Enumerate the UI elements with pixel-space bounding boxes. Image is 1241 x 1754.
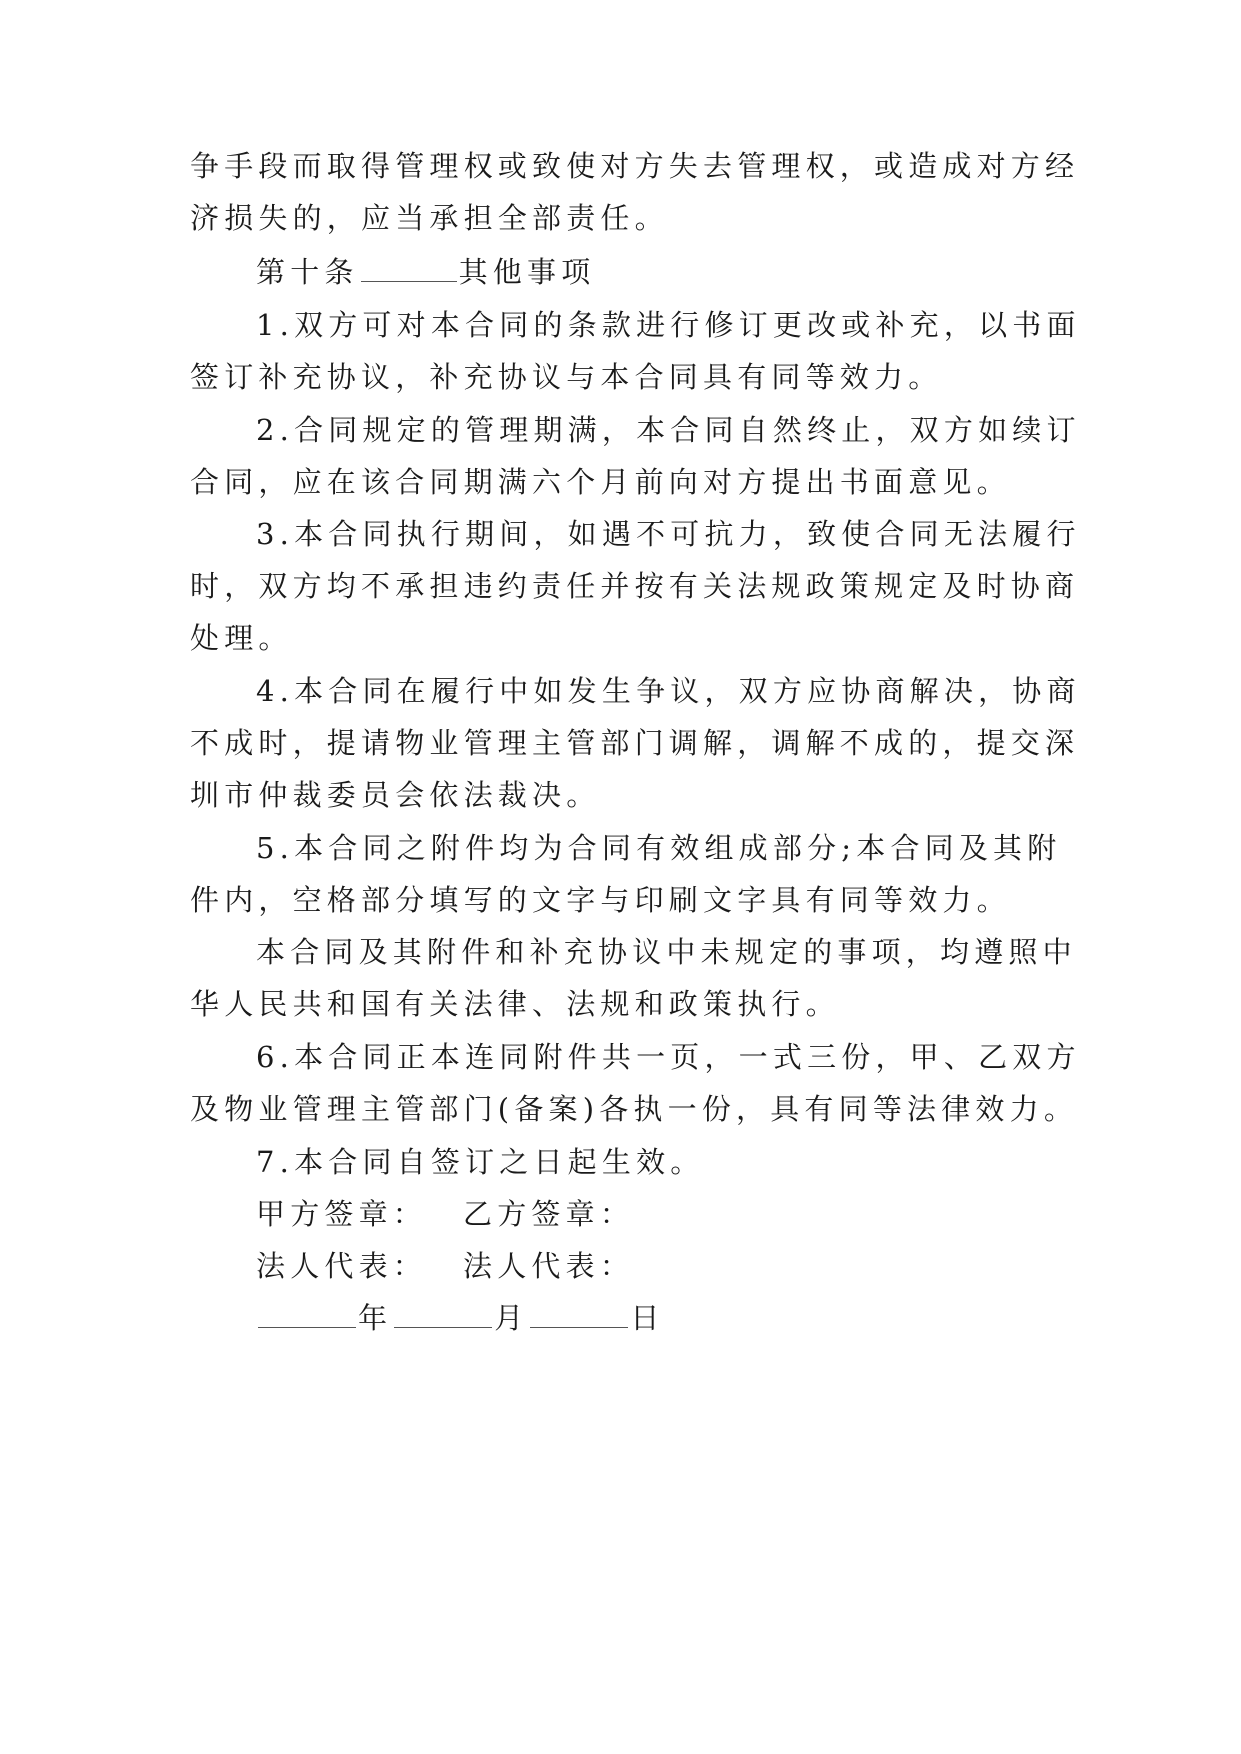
party-b-representative-label: 法人代表： <box>463 1249 635 1283</box>
general-clause-line-1: 本合同及其附件和补充协议中未规定的事项，均遵照中 <box>256 935 1077 969</box>
body-line: 济损失的，应当承担全部责任。 <box>190 201 669 235</box>
clause-3-line-3: 处理。 <box>190 621 293 655</box>
article-10-heading <box>256 252 595 292</box>
clause-2-line-2: 合同，应在该合同期满六个月前向对方提出书面意见。 <box>190 465 1011 499</box>
month-label: 月 <box>494 1301 529 1335</box>
day-blank <box>530 1300 628 1328</box>
clause-5-line-2: 件内，空格部分填写的文字与印刷文字具有同等效力。 <box>190 883 1011 917</box>
body-line: 争手段而取得管理权或致使对方失去管理权，或造成对方经 <box>190 149 1080 183</box>
article-10-number: 第十条 <box>256 255 359 289</box>
clause-4-line-2: 不成时，提请物业管理主管部门调解，调解不成的，提交深 <box>190 726 1080 760</box>
year-blank <box>258 1300 356 1328</box>
clause-2-line-1: 2.合同规定的管理期满，本合同自然终止，双方如续订 <box>256 413 1081 447</box>
month-blank <box>394 1300 492 1328</box>
clause-3-line-1: 3.本合同执行期间，如遇不可抗力，致使合同无法履行 <box>256 517 1081 551</box>
year-label: 年 <box>358 1301 393 1335</box>
clause-3-line-2: 时，双方均不承担违约责任并按有关法规政策规定及时协商 <box>190 569 1080 603</box>
day-label: 日 <box>630 1301 665 1335</box>
date-row <box>256 1298 665 1338</box>
clause-5-line-1: 5.本合同之附件均为合同有效组成部分;本合同及其附 <box>256 831 1062 865</box>
signature-row <box>256 1194 634 1234</box>
clause-4-line-3: 圳市仲裁委员会依法裁决。 <box>190 778 601 812</box>
clause-6-line-1: 6.本合同正本连同附件共一页，一式三份，甲、乙双方 <box>256 1040 1081 1074</box>
party-b-signature-label: 乙方签章： <box>463 1197 635 1231</box>
article-10-title: 其他事项 <box>458 255 596 289</box>
general-clause-line-2: 华人民共和国有关法律、法规和政策执行。 <box>190 987 840 1021</box>
clause-7-line: 7.本合同自签订之日起生效。 <box>256 1145 705 1179</box>
clause-6-line-2: 及物业管理主管部门(备案)各执一份，具有同等法律效力。 <box>190 1092 1079 1126</box>
clause-1-line-1: 1.双方可对本合同的条款进行修订更改或补充，以书面 <box>256 308 1081 342</box>
party-a-signature-label: 甲方签章： <box>256 1197 428 1231</box>
party-a-representative-label: 法人代表： <box>256 1249 428 1283</box>
fill-in-blank <box>361 254 457 282</box>
legal-representative-row <box>256 1246 634 1286</box>
clause-1-line-2: 签订补充协议，补充协议与本合同具有同等效力。 <box>190 360 943 394</box>
clause-4-line-1: 4.本合同在履行中如发生争议，双方应协商解决，协商 <box>256 674 1081 708</box>
